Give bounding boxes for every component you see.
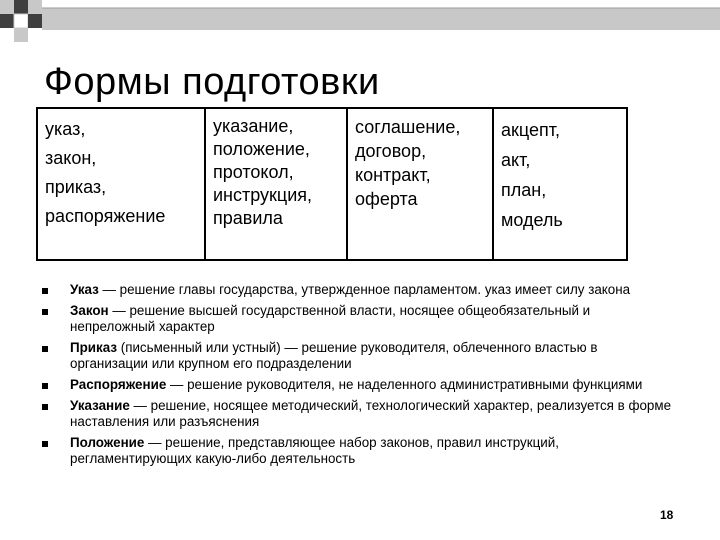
definition-text: — решение, носящее методический, технологический характер, реализуется в форме наставления или разъяснения — [70, 398, 672, 429]
definition-text: (письменный или устный) — решение руководителя, облеченного властью в организации или крупном его подразделении — [70, 340, 598, 371]
form-item: указ, — [45, 119, 86, 139]
slide-corner-decoration — [0, 0, 720, 60]
definition-text: — решение высшей государственной власти, носящее общеобязательный и непреложный характер — [70, 303, 591, 334]
form-item: указание, — [213, 116, 294, 136]
definition-item — [56, 303, 676, 335]
definition-term: Указ — [70, 282, 99, 297]
form-item: модель — [501, 210, 563, 230]
form-item: инструкция, — [213, 185, 313, 205]
bullet-icon — [42, 441, 48, 447]
definition-term: Указание — [70, 398, 130, 413]
definition-item — [56, 377, 676, 393]
form-item: акцепт, — [501, 120, 561, 140]
definition-text: — решение руководителя, не наделенного административными функциями — [166, 377, 643, 392]
forms-column-1 — [38, 109, 204, 259]
definition-text: — решение главы государства, утвержденное парламентом. указ имеет силу закона — [98, 282, 631, 297]
slide-title: Формы подготовки — [44, 61, 380, 103]
form-item: соглашение, — [355, 117, 461, 137]
form-item: договор, — [355, 141, 427, 161]
forms-column-2 — [204, 109, 346, 259]
bullet-icon — [42, 346, 48, 352]
definition-term: Распоряжение — [70, 377, 167, 392]
definition-text: — решение, представляющее набор законов, правил инструкций, регламентирующих какую-либо деятельность — [70, 435, 559, 466]
bullet-icon — [42, 404, 48, 410]
definition-term: Положение — [70, 435, 145, 450]
form-item: оферта — [355, 189, 418, 209]
form-item: контракт, — [355, 165, 431, 185]
bullet-icon — [42, 309, 48, 315]
definition-item — [56, 340, 676, 372]
form-item: протокол, — [213, 162, 294, 182]
forms-table — [36, 107, 628, 261]
form-item: правила — [213, 208, 283, 228]
form-item: акт, — [501, 150, 531, 170]
bullet-icon — [42, 288, 48, 294]
form-item: положение, — [213, 139, 310, 159]
forms-column-3 — [346, 109, 492, 259]
definitions-list — [56, 282, 676, 472]
form-item: приказ, — [45, 177, 107, 197]
form-item: план, — [501, 180, 547, 200]
definition-term: Приказ — [70, 340, 118, 355]
definition-item — [56, 282, 676, 298]
form-item: закон, — [45, 148, 97, 168]
page-number: 18 — [660, 508, 674, 522]
definition-item — [56, 398, 676, 430]
definition-item — [56, 435, 676, 467]
forms-column-4 — [492, 109, 626, 259]
form-item: распоряжение — [45, 206, 166, 226]
definition-term: Закон — [70, 303, 109, 318]
bullet-icon — [42, 383, 48, 389]
